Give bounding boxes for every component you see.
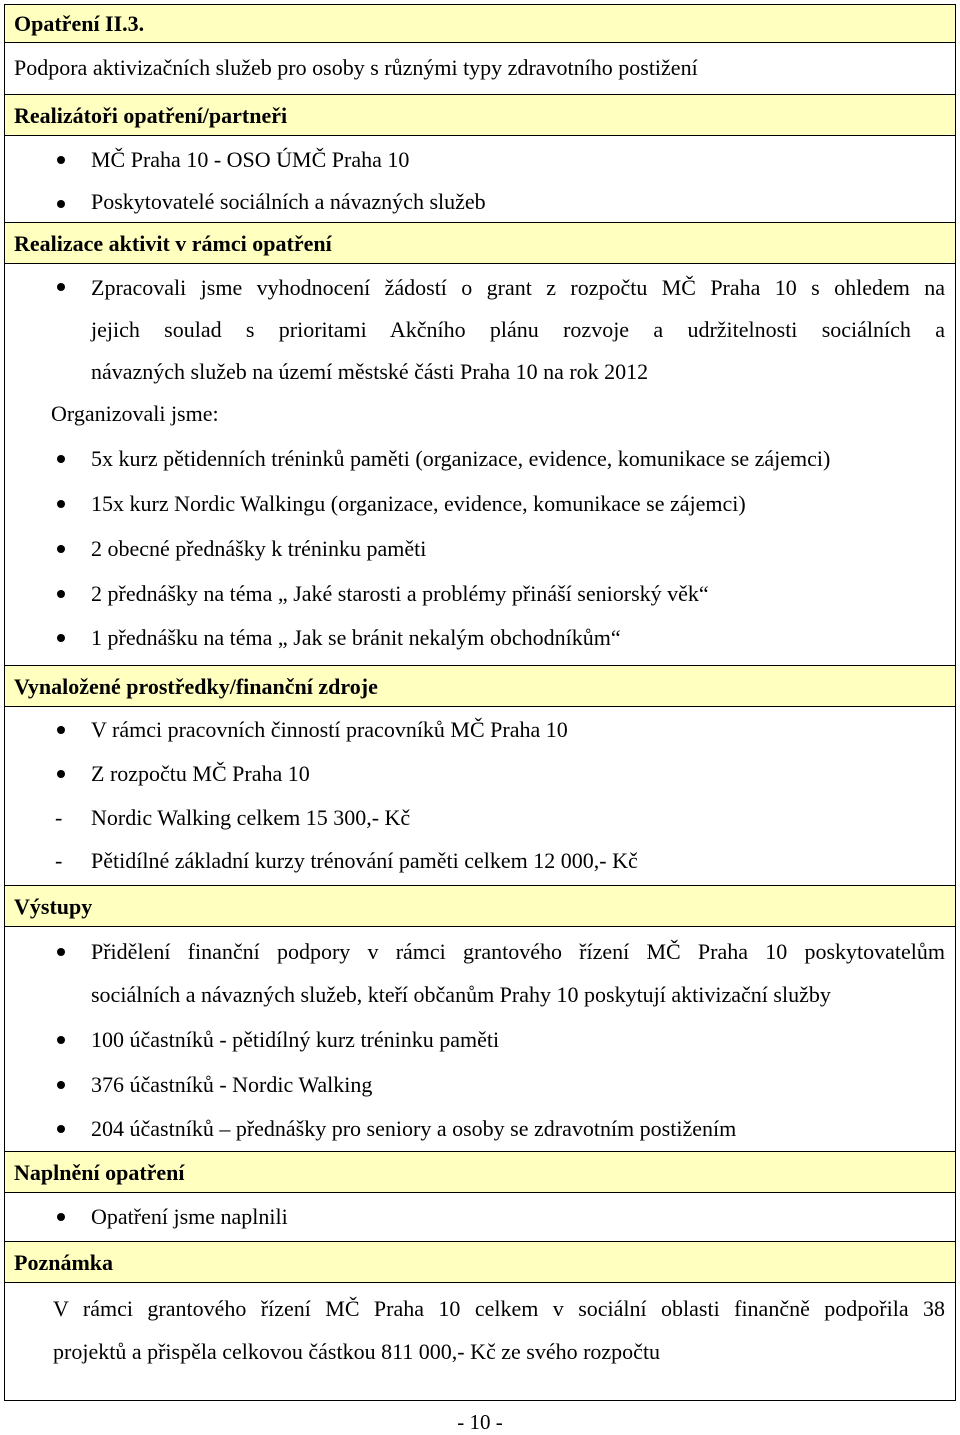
organized-label: Organizovali jsme: [51,401,219,426]
funding-section [5,707,955,886]
outputs-section [5,927,955,1152]
note-line: projektů a přispěla celkovou částkou 811 000,- Kč ze svého rozpočtu [53,1339,661,1364]
list-item: 2 obecné přednášky k tréninku paměti [5,526,945,571]
dash-item [5,796,945,839]
list-item: 204 účastníků – přednášky pro seniory a osoby se zdravotním postižením [5,1107,945,1151]
fulfillment-section [5,1193,955,1242]
list-item: Opatření jsme naplnili [5,1193,945,1241]
list-item: MČ Praha 10 - OSO ÚMČ Praha 10 [5,138,945,182]
list-item-continuation: sociálních a návazných služeb, kteří občanům Prahy 10 poskytují aktivizační služby [91,982,831,1007]
activities-heading: Realizace aktivit v rámci opatření [5,223,955,264]
measure-title: Opatření II.3. [5,5,955,43]
measure-table [4,4,956,1401]
list-item-continuation: návazných služeb na území městské části Praha 10 na rok 2012 [91,359,649,384]
dash-item-text: Nordic Walking celkem 15 300,- Kč [91,805,411,830]
page-number: - 10 - [457,1410,503,1434]
list-item: 2 přednášky na téma „ Jaké starosti a problémy přináší seniorský věk“ [5,571,945,616]
list-item: Z rozpočtu MČ Praha 10 [5,752,945,796]
dash-item-text: Pětidílné základní kurzy trénování paměti celkem 12 000,- Kč [91,848,638,873]
note-line: V rámci grantového řízení MČ Praha 10 celkem v sociální oblasti finančně podpořila 38 [53,1296,945,1321]
list-item: Přidělení finanční podpory v rámci grantového řízení MČ Praha 10 poskytovatelům [5,930,945,973]
list-item-continuation: jejich soulad s prioritami Akčního plánu rozvoje a udržitelnosti sociálních a [91,317,945,342]
implementers-heading: Realizátoři opatření/partneři [5,95,955,136]
note-heading: Poznámka [5,1242,955,1283]
measure-subtitle: Podpora aktivizačních služeb pro osoby s různými typy zdravotního postižení [5,43,955,95]
dash-symbol: - [55,848,63,873]
list-item: 1 přednášku na téma „ Jak se bránit nekalým obchodníkům“ [5,616,945,660]
list-item: V rámci pracovních činností pracovníků MČ Praha 10 [5,708,945,752]
activities-section [5,264,955,666]
outputs-heading: Výstupy [5,886,955,927]
note-section [5,1283,955,1400]
list-item: 100 účastníků - pětidílný kurz tréninku paměti [5,1017,945,1062]
dash-item [5,839,945,882]
funding-heading: Vynaložené prostředky/finanční zdroje [5,666,955,707]
list-item: 15x kurz Nordic Walkingu (organizace, evidence, komunikace se zájemci) [5,481,945,526]
implementers-section [5,136,955,223]
dash-symbol: - [55,805,63,830]
list-item: Zpracovali jsme vyhodnocení žádostí o grant z rozpočtu MČ Praha 10 s ohledem na [5,266,945,308]
list-item: 376 účastníků - Nordic Walking [5,1062,945,1107]
fulfillment-heading: Naplnění opatření [5,1152,955,1193]
list-item: 5x kurz pětidenních tréninků paměti (organizace, evidence, komunikace se zájemci) [5,436,945,481]
list-item: Poskytovatelé sociálních a návazných služeb [5,182,945,226]
